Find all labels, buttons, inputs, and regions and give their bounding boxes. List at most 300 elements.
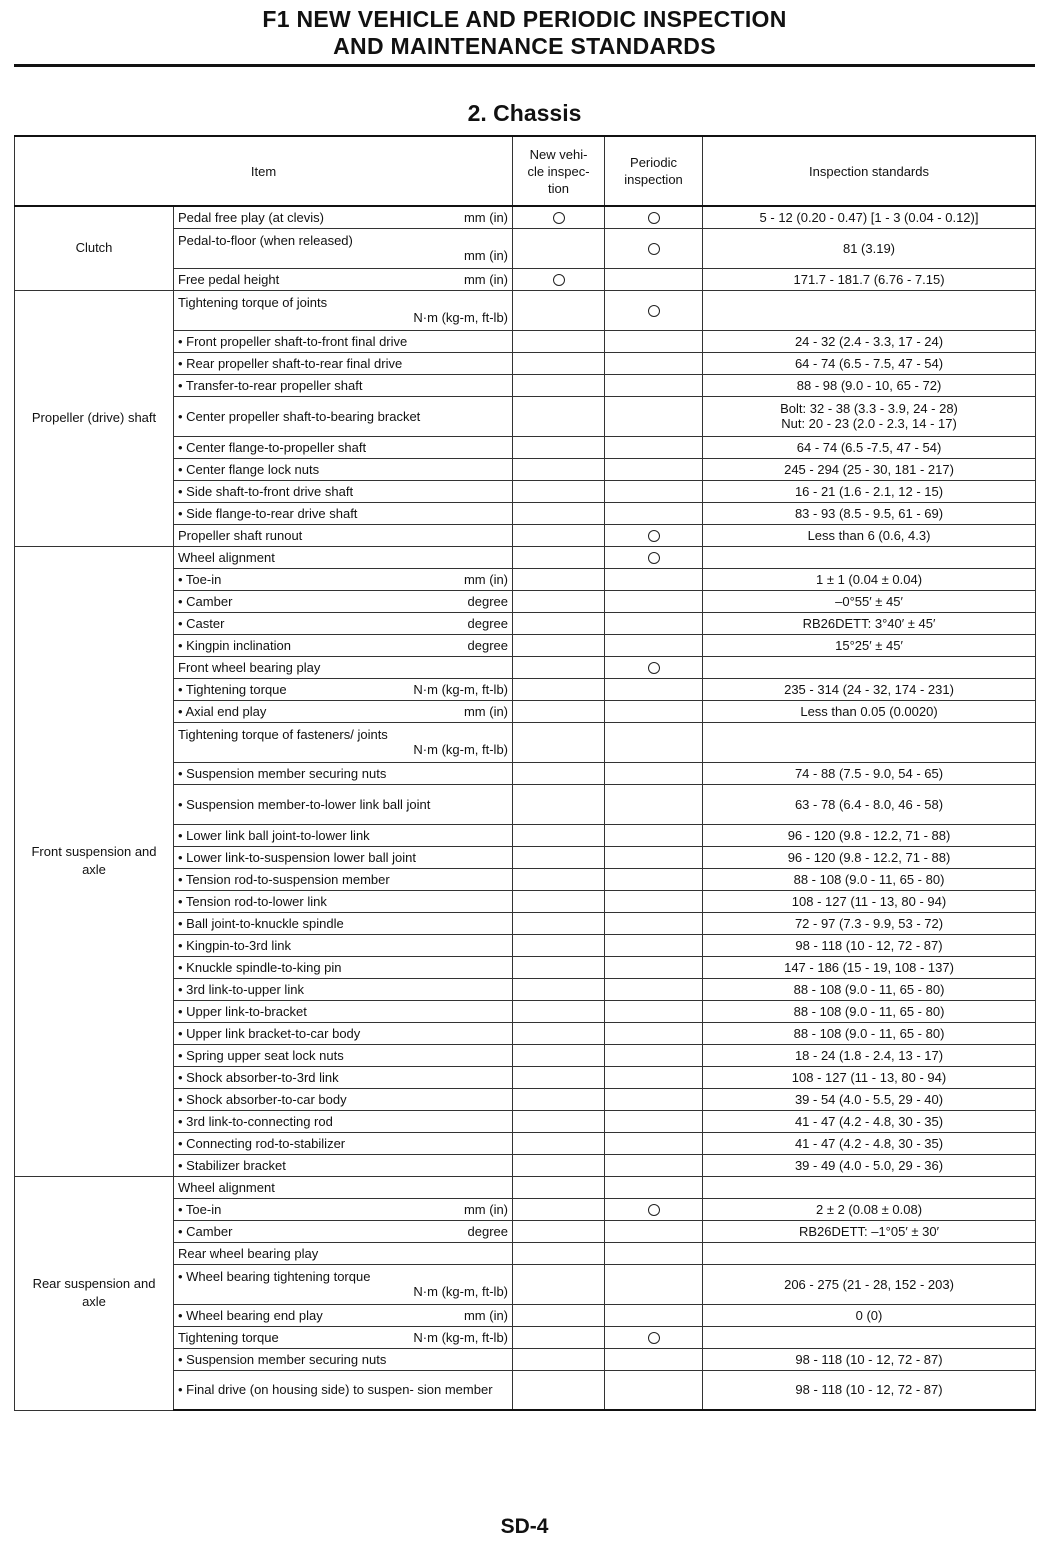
standard-value: 88 - 108 (9.0 - 11, 65 - 80)	[793, 1025, 945, 1041]
item-cell	[174, 1304, 513, 1326]
section-title: 2. Chassis	[467, 100, 582, 126]
new-vehicle-mark	[513, 656, 605, 678]
item-cell	[174, 956, 513, 978]
standard-cell	[703, 1220, 1036, 1242]
item-cell	[174, 436, 513, 458]
item-cell	[174, 656, 513, 678]
item-label: • Suspension member-to-lower link ball joint	[178, 796, 431, 812]
new-vehicle-mark	[513, 890, 605, 912]
new-vehicle-mark	[513, 824, 605, 846]
item-label: • Wheel bearing tightening torque	[178, 1269, 371, 1284]
new-vehicle-mark	[513, 1370, 605, 1410]
periodic-mark	[605, 934, 703, 956]
standard-value: –0°55′ ± 45′	[835, 593, 903, 609]
item-cell	[174, 524, 513, 546]
item-label: • Upper link-to-bracket	[178, 1003, 307, 1019]
standard-cell	[703, 396, 1036, 436]
periodic-mark	[605, 1044, 703, 1066]
standard-value: 0 (0)	[855, 1307, 883, 1323]
standard-cell	[703, 890, 1036, 912]
standard-value: 2 ± 2 (0.08 ± 0.08)	[815, 1201, 923, 1217]
standard-cell	[703, 458, 1036, 480]
standard-cell	[703, 502, 1036, 524]
standard-cell	[703, 436, 1036, 458]
item-label: • Camber	[178, 593, 233, 609]
periodic-mark	[605, 868, 703, 890]
periodic-mark	[605, 1370, 703, 1410]
item-cell	[174, 1198, 513, 1220]
new-vehicle-mark	[513, 868, 605, 890]
item-label: • Tension rod-to-lower link	[178, 893, 327, 909]
periodic-mark	[605, 502, 703, 524]
item-unit: mm (in)	[463, 571, 509, 587]
standard-value: 88 - 108 (9.0 - 11, 65 - 80)	[793, 1003, 945, 1019]
periodic-mark	[605, 612, 703, 634]
standard-value: 171.7 - 181.7 (6.76 - 7.15)	[793, 271, 945, 287]
item-label: • Shock absorber-to-3rd link	[178, 1069, 339, 1085]
item-label: • Side flange-to-rear drive shaft	[178, 505, 358, 521]
periodic-mark	[605, 956, 703, 978]
new-vehicle-mark	[513, 1242, 605, 1264]
item-unit: mm (in)	[463, 209, 509, 225]
new-vehicle-mark	[513, 700, 605, 722]
page-header	[14, 6, 1035, 60]
new-vehicle-mark	[513, 1348, 605, 1370]
check-circle-icon	[648, 552, 660, 564]
item-cell	[174, 1242, 513, 1264]
standard-value: 96 - 120 (9.8 - 12.2, 71 - 88)	[787, 827, 951, 843]
item-cell	[174, 1370, 513, 1410]
standard-cell	[703, 978, 1036, 1000]
periodic-mark	[605, 290, 703, 330]
periodic-mark	[605, 1022, 703, 1044]
table-row	[15, 290, 1036, 330]
standard-cell	[703, 1132, 1036, 1154]
standard-value: 64 - 74 (6.5 - 7.5, 47 - 54)	[794, 355, 944, 371]
table-row	[15, 206, 1036, 228]
periodic-mark	[605, 352, 703, 374]
item-unit: mm (in)	[463, 248, 509, 263]
periodic-mark	[605, 700, 703, 722]
item-unit: N·m (kg-m, ft-lb)	[413, 1284, 509, 1299]
item-cell	[174, 1044, 513, 1066]
item-label: • Ball joint-to-knuckle spindle	[178, 915, 344, 931]
periodic-mark	[605, 722, 703, 762]
standard-value: 72 - 97 (7.3 - 9.9, 53 - 72)	[794, 915, 944, 931]
item-label: • Shock absorber-to-car body	[178, 1091, 347, 1107]
standard-value: 88 - 108 (9.0 - 11, 65 - 80)	[793, 871, 945, 887]
new-vehicle-mark	[513, 1022, 605, 1044]
item-label: • Caster	[178, 615, 225, 631]
standard-value: 206 - 275 (21 - 28, 152 - 203)	[784, 1276, 954, 1292]
new-vehicle-mark	[513, 956, 605, 978]
new-vehicle-mark	[513, 978, 605, 1000]
item-cell	[174, 458, 513, 480]
periodic-mark	[605, 890, 703, 912]
item-cell	[174, 374, 513, 396]
new-vehicle-mark	[513, 934, 605, 956]
standard-cell	[703, 612, 1036, 634]
new-vehicle-mark	[513, 228, 605, 268]
item-label: • Side shaft-to-front drive shaft	[178, 483, 354, 499]
item-label: • Tension rod-to-suspension member	[178, 871, 390, 887]
standard-value: 108 - 127 (11 - 13, 80 - 94)	[791, 1069, 947, 1085]
new-vehicle-mark	[513, 330, 605, 352]
new-vehicle-mark	[513, 436, 605, 458]
check-circle-icon	[648, 1204, 660, 1216]
standard-value: 5 - 12 (0.20 - 0.47) [1 - 3 (0.04 - 0.12)]	[759, 209, 979, 225]
standard-cell	[703, 1326, 1036, 1348]
standard-value: 235 - 314 (24 - 32, 174 - 231)	[784, 681, 954, 697]
standard-value: 88 - 98 (9.0 - 10, 65 - 72)	[796, 377, 942, 393]
standard-value: 39 - 49 (4.0 - 5.0, 29 - 36)	[794, 1157, 944, 1173]
item-label: Wheel alignment	[178, 1179, 275, 1195]
periodic-mark	[605, 978, 703, 1000]
new-vehicle-mark	[513, 396, 605, 436]
standard-cell	[703, 1242, 1036, 1264]
standard-value: 108 - 127 (11 - 13, 80 - 94)	[791, 893, 947, 909]
periodic-mark	[605, 824, 703, 846]
standard-cell	[703, 206, 1036, 228]
item-cell	[174, 1264, 513, 1304]
standard-cell	[703, 352, 1036, 374]
col-header-periodic: Periodic inspection	[605, 136, 703, 206]
new-vehicle-mark	[513, 1220, 605, 1242]
standard-cell	[703, 1088, 1036, 1110]
item-unit: mm (in)	[463, 703, 509, 719]
item-cell	[174, 934, 513, 956]
item-label: • Kingpin-to-3rd link	[178, 937, 291, 953]
new-vehicle-mark	[513, 524, 605, 546]
new-vehicle-mark	[513, 1198, 605, 1220]
item-label: Pedal free play (at clevis)	[178, 209, 324, 225]
item-label: • Tightening torque	[178, 681, 287, 697]
standard-cell	[703, 1154, 1036, 1176]
standard-value: RB26DETT: –1°05′ ± 30′	[798, 1223, 940, 1239]
standard-cell	[703, 330, 1036, 352]
item-label: Propeller shaft runout	[178, 527, 303, 543]
periodic-mark	[605, 1304, 703, 1326]
item-cell	[174, 1176, 513, 1198]
group-label-rear: Rear suspension and axle	[15, 1176, 174, 1410]
item-cell	[174, 1326, 513, 1348]
standard-cell	[703, 1176, 1036, 1198]
check-circle-icon	[553, 274, 565, 286]
standard-cell	[703, 956, 1036, 978]
item-label: • Kingpin inclination	[178, 637, 291, 653]
item-label: Front wheel bearing play	[178, 659, 321, 675]
periodic-mark	[605, 396, 703, 436]
standard-cell	[703, 480, 1036, 502]
header-line-1: F1 NEW VEHICLE AND PERIODIC INSPECTION	[262, 6, 787, 32]
check-circle-icon	[553, 212, 565, 224]
periodic-mark	[605, 228, 703, 268]
new-vehicle-mark	[513, 374, 605, 396]
check-circle-icon	[648, 243, 660, 255]
item-label: Rear wheel bearing play	[178, 1245, 319, 1261]
standard-value: 245 - 294 (25 - 30, 181 - 217)	[784, 461, 954, 477]
standard-value: 96 - 120 (9.8 - 12.2, 71 - 88)	[787, 849, 951, 865]
item-label: • Rear propeller shaft-to-rear final drive	[178, 355, 403, 371]
item-label: • Connecting rod-to-stabilizer	[178, 1135, 346, 1151]
standard-cell	[703, 568, 1036, 590]
standard-value: 41 - 47 (4.2 - 4.8, 30 - 35)	[794, 1135, 944, 1151]
periodic-mark	[605, 480, 703, 502]
group-label-propeller: Propeller (drive) shaft	[15, 290, 174, 546]
periodic-mark	[605, 656, 703, 678]
item-cell	[174, 784, 513, 824]
table-body	[15, 206, 1036, 1410]
periodic-mark	[605, 330, 703, 352]
periodic-mark	[605, 1132, 703, 1154]
standard-cell	[703, 824, 1036, 846]
standard-value: 39 - 54 (4.0 - 5.5, 29 - 40)	[794, 1091, 944, 1107]
standard-value: 88 - 108 (9.0 - 11, 65 - 80)	[793, 981, 945, 997]
item-cell	[174, 268, 513, 290]
standard-cell	[703, 1022, 1036, 1044]
periodic-mark	[605, 678, 703, 700]
standard-value: 16 - 21 (1.6 - 2.1, 12 - 15)	[794, 483, 944, 499]
group-label-front: Front suspension and axle	[15, 546, 174, 1176]
standard-cell	[703, 524, 1036, 546]
new-vehicle-mark	[513, 762, 605, 784]
item-label: Pedal-to-floor (when released)	[178, 233, 353, 248]
item-unit: mm (in)	[463, 271, 509, 287]
standard-value: 64 - 74 (6.5 -7.5, 47 - 54)	[796, 439, 942, 455]
col-header-item: Item	[15, 136, 513, 206]
item-cell	[174, 634, 513, 656]
item-label: Tightening torque of joints	[178, 295, 328, 310]
item-label: • Transfer-to-rear propeller shaft	[178, 377, 363, 393]
standard-value: Less than 0.05 (0.0020)	[800, 703, 938, 719]
item-cell	[174, 1022, 513, 1044]
periodic-mark	[605, 846, 703, 868]
item-label: • Wheel bearing end play	[178, 1307, 323, 1323]
item-unit: mm (in)	[463, 1307, 509, 1323]
new-vehicle-mark	[513, 1066, 605, 1088]
item-label: • Center flange-to-propeller shaft	[178, 439, 367, 455]
item-cell	[174, 1132, 513, 1154]
col-header-standards: Inspection standards	[703, 136, 1036, 206]
new-vehicle-mark	[513, 480, 605, 502]
periodic-mark	[605, 590, 703, 612]
standard-cell	[703, 700, 1036, 722]
standard-cell	[703, 590, 1036, 612]
periodic-mark	[605, 524, 703, 546]
standard-value: RB26DETT: 3°40′ ± 45′	[802, 615, 936, 631]
new-vehicle-mark	[513, 1176, 605, 1198]
periodic-mark	[605, 436, 703, 458]
new-vehicle-mark	[513, 1000, 605, 1022]
item-label: • 3rd link-to-upper link	[178, 981, 304, 997]
item-label: • Spring upper seat lock nuts	[178, 1047, 344, 1063]
periodic-mark	[605, 268, 703, 290]
standard-value: 74 - 88 (7.5 - 9.0, 54 - 65)	[794, 765, 944, 781]
item-cell	[174, 762, 513, 784]
standard-value: 24 - 32 (2.4 - 3.3, 17 - 24)	[794, 333, 944, 349]
standard-value: 83 - 93 (8.5 - 9.5, 61 - 69)	[794, 505, 944, 521]
standard-value: 98 - 118 (10 - 12, 72 - 87)	[795, 1351, 943, 1367]
item-label: • Axial end play	[178, 703, 267, 719]
new-vehicle-mark	[513, 784, 605, 824]
item-cell	[174, 228, 513, 268]
item-cell	[174, 722, 513, 762]
standard-value: 1 ± 1 (0.04 ± 0.04)	[815, 571, 923, 587]
periodic-mark	[605, 912, 703, 934]
new-vehicle-mark	[513, 1110, 605, 1132]
standard-value: 147 - 186 (15 - 19, 108 - 137)	[784, 959, 954, 975]
item-cell	[174, 1154, 513, 1176]
new-vehicle-mark	[513, 722, 605, 762]
new-vehicle-mark	[513, 268, 605, 290]
standard-cell	[703, 1044, 1036, 1066]
new-vehicle-mark	[513, 568, 605, 590]
item-label: • Front propeller shaft-to-front final drive	[178, 333, 408, 349]
check-circle-icon	[648, 530, 660, 542]
check-circle-icon	[648, 662, 660, 674]
standard-cell	[703, 1198, 1036, 1220]
item-cell	[174, 612, 513, 634]
item-cell	[174, 912, 513, 934]
item-label: • Lower link-to-suspension lower ball joint	[178, 849, 416, 865]
item-unit: mm (in)	[463, 1201, 509, 1217]
periodic-mark	[605, 568, 703, 590]
col-header-new-vehicle: New vehi- cle inspec- tion	[513, 136, 605, 206]
periodic-mark	[605, 206, 703, 228]
check-circle-icon	[648, 212, 660, 224]
new-vehicle-mark	[513, 1304, 605, 1326]
item-cell	[174, 1110, 513, 1132]
periodic-mark	[605, 762, 703, 784]
item-cell	[174, 678, 513, 700]
item-unit: N·m (kg-m, ft-lb)	[413, 742, 509, 757]
table-row	[15, 1176, 1036, 1198]
item-cell	[174, 1088, 513, 1110]
new-vehicle-mark	[513, 634, 605, 656]
periodic-mark	[605, 458, 703, 480]
new-vehicle-mark	[513, 1132, 605, 1154]
periodic-mark	[605, 1264, 703, 1304]
standard-cell	[703, 1264, 1036, 1304]
item-cell	[174, 546, 513, 568]
periodic-mark	[605, 784, 703, 824]
standard-value-2: Nut: 20 - 23 (2.0 - 2.3, 14 - 17)	[781, 416, 957, 431]
item-cell	[174, 502, 513, 524]
item-label: • Camber	[178, 1223, 233, 1239]
item-label: • Center flange lock nuts	[178, 461, 320, 477]
periodic-mark	[605, 634, 703, 656]
standard-cell	[703, 762, 1036, 784]
item-unit: N·m (kg-m, ft-lb)	[413, 1329, 509, 1345]
standard-cell	[703, 912, 1036, 934]
standard-cell	[703, 934, 1036, 956]
item-unit: degree	[467, 615, 509, 631]
standard-value: 98 - 118 (10 - 12, 72 - 87)	[795, 937, 943, 953]
check-circle-icon	[648, 305, 660, 317]
item-label: • Knuckle spindle-to-king pin	[178, 959, 342, 975]
standard-value: 98 - 118 (10 - 12, 72 - 87)	[795, 1382, 943, 1398]
periodic-mark	[605, 1242, 703, 1264]
new-vehicle-mark	[513, 1044, 605, 1066]
standard-cell	[703, 374, 1036, 396]
item-unit: N·m (kg-m, ft-lb)	[413, 310, 509, 325]
standard-cell	[703, 784, 1036, 824]
item-cell	[174, 978, 513, 1000]
new-vehicle-mark	[513, 846, 605, 868]
new-vehicle-mark	[513, 352, 605, 374]
item-label: • Lower link ball joint-to-lower link	[178, 827, 370, 843]
standard-value: Less than 6 (0.6, 4.3)	[807, 527, 931, 543]
new-vehicle-mark	[513, 290, 605, 330]
item-cell	[174, 480, 513, 502]
new-vehicle-mark	[513, 678, 605, 700]
item-cell	[174, 330, 513, 352]
table-row	[15, 546, 1036, 568]
item-cell	[174, 396, 513, 436]
item-label: • Center propeller shaft-to-bearing bracket	[178, 408, 421, 424]
item-label: Wheel alignment	[178, 549, 275, 565]
periodic-mark	[605, 1154, 703, 1176]
periodic-mark	[605, 1326, 703, 1348]
standard-value: Bolt: 32 - 38 (3.3 - 3.9, 24 - 28)	[780, 401, 958, 416]
item-unit: degree	[467, 637, 509, 653]
standard-value: 41 - 47 (4.2 - 4.8, 30 - 35)	[794, 1113, 944, 1129]
item-cell	[174, 1348, 513, 1370]
periodic-mark	[605, 1000, 703, 1022]
item-cell	[174, 590, 513, 612]
periodic-mark	[605, 1088, 703, 1110]
standard-cell	[703, 678, 1036, 700]
item-cell	[174, 290, 513, 330]
periodic-mark	[605, 374, 703, 396]
new-vehicle-mark	[513, 912, 605, 934]
periodic-mark	[605, 1066, 703, 1088]
standard-cell	[703, 268, 1036, 290]
standard-value: 81 (3.19)	[842, 240, 896, 256]
inspection-table	[14, 135, 1036, 1411]
item-cell	[174, 868, 513, 890]
item-label: • Stabilizer bracket	[178, 1157, 286, 1173]
periodic-mark	[605, 1198, 703, 1220]
standard-cell	[703, 546, 1036, 568]
standard-cell	[703, 1066, 1036, 1088]
new-vehicle-mark	[513, 1088, 605, 1110]
new-vehicle-mark	[513, 590, 605, 612]
new-vehicle-mark	[513, 1154, 605, 1176]
item-label: • 3rd link-to-connecting rod	[178, 1113, 333, 1129]
item-label: Tightening torque	[178, 1329, 279, 1345]
standard-cell	[703, 1110, 1036, 1132]
header-rule	[14, 64, 1035, 67]
new-vehicle-mark	[513, 1264, 605, 1304]
standard-cell	[703, 634, 1036, 656]
standard-value: 63 - 78 (6.4 - 8.0, 46 - 58)	[794, 796, 944, 812]
standard-cell	[703, 656, 1036, 678]
item-unit: N·m (kg-m, ft-lb)	[413, 681, 509, 697]
standard-cell	[703, 868, 1036, 890]
item-cell	[174, 846, 513, 868]
standard-cell	[703, 1348, 1036, 1370]
item-cell	[174, 1000, 513, 1022]
standard-cell	[703, 1370, 1036, 1410]
page-number: SD-4	[500, 1515, 549, 1538]
standard-cell	[703, 228, 1036, 268]
standard-value: 18 - 24 (1.8 - 2.4, 13 - 17)	[794, 1047, 944, 1063]
standard-cell	[703, 722, 1036, 762]
standard-cell	[703, 846, 1036, 868]
standard-cell	[703, 1304, 1036, 1326]
new-vehicle-mark	[513, 546, 605, 568]
